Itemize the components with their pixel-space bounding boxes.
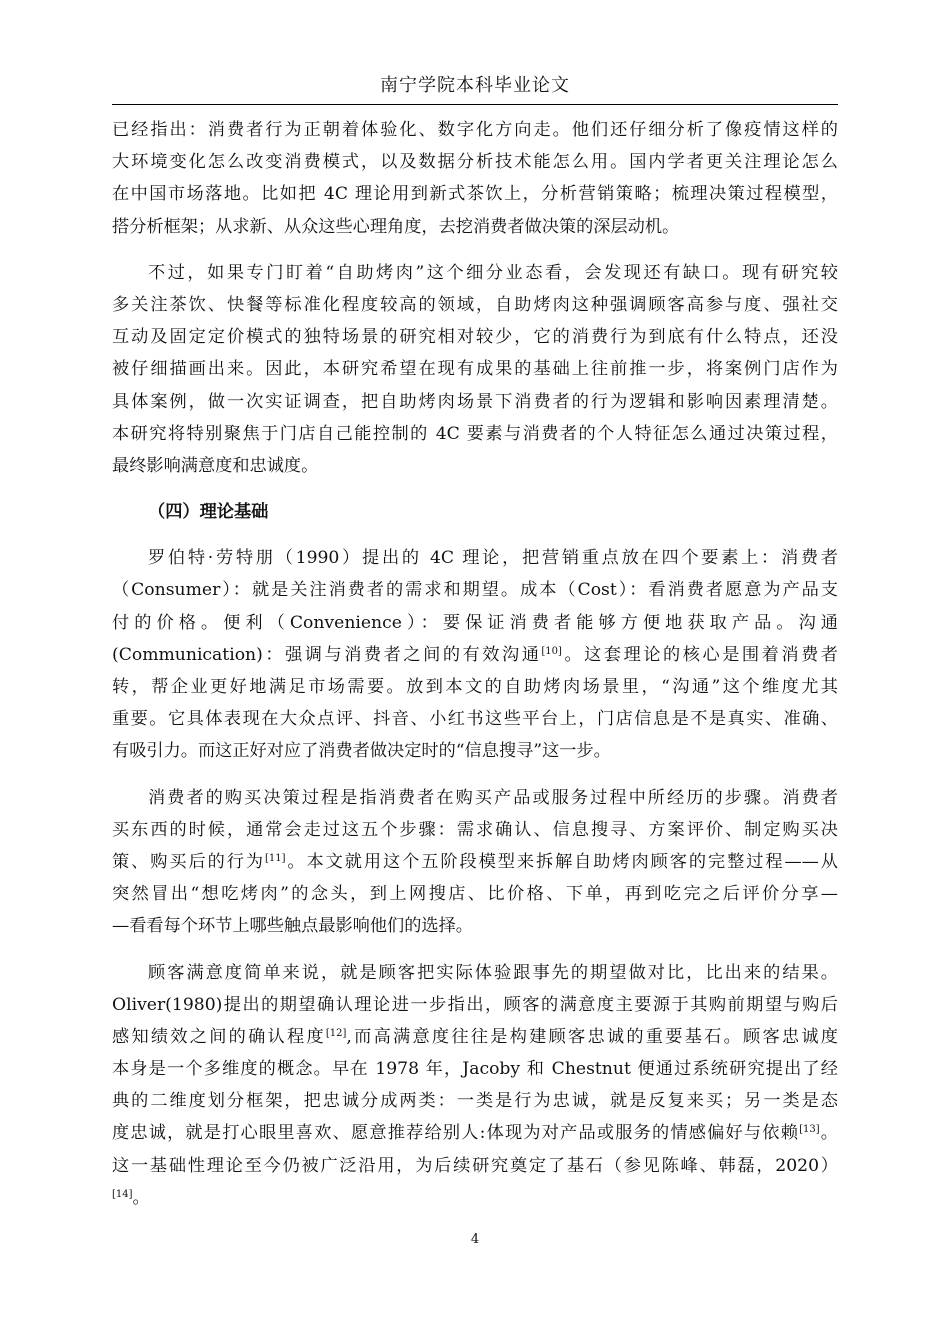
page-number: 4 [470,1232,480,1247]
text-line: 付的价格。便利（Convenience）：要保证消费者能够方便地获取产品。沟通 [112,612,838,633]
text-line: 消费者的购买决策过程是指消费者在购买产品或服务过程中所经历的步骤。消费者 [148,787,838,808]
text-line: 典的二维度划分框架，把忠诚分成两类：一类是行为忠诚，就是反复来买；另一类是态 [112,1091,838,1112]
text-line: 搭分析框架；从求新、从众这些心理角度，去挖消费者做决策的深层动机。 [112,216,680,237]
section-heading: （四）理论基础 [148,502,269,523]
citation-superscript: [11] [264,852,286,864]
text-line: [14]。 [112,1187,150,1208]
text-line: 本身是一个多维度的概念。早在 1978 年，Jacoby 和 Chestnut 便通过系统研究提出了经 [112,1059,838,1080]
text-line: 已经指出：消费者行为正朝着体验化、数字化方向走。他们还仔细分析了像疫情这样的 [112,120,838,140]
text-line: 本研究将特别聚焦于门店自己能控制的 4C 要素与消费者的个人特征怎么通过决策过程， [112,423,838,444]
text-line: 罗伯特·劳特朋（1990）提出的 4C 理论，把营销重点放在四个要素上：消费者 [148,548,838,569]
paragraph [112,542,838,767]
text-line: 在中国市场落地。比如把 4C 理论用到新式茶饮上，分析营销策略；梳理决策过程模型， [112,184,838,205]
text-line: —看看每个环节上哪些触点最影响他们的选择。 [112,916,473,937]
text-line: 多关注茶饮、快餐等标准化程度较高的领域，自助烤肉这种强调顾客高参与度、强社交 [112,294,838,315]
paragraph [112,114,838,243]
running-header: 南宁学院本科毕业论文 [380,75,570,96]
paragraph [112,782,838,943]
text-line: 顾客满意度简单来说，就是顾客把实际体验跟事先的期望做对比，比出来的结果。 [148,962,838,983]
text-line: 有吸引力。而这正好对应了消费者做决定时的“信息搜寻”这一步。 [112,741,611,762]
citation-superscript: [13] [799,1124,820,1136]
text-line: 重要。它具体表现在大众点评、抖音、小红书这些平台上，门店信息是不是真实、准确、 [112,709,838,730]
document-body [112,114,838,1214]
text-line: （Consumer）：就是关注消费者的需求和期望。成本（Cost）：看消费者愿意为产品支 [112,580,838,601]
citation-superscript: [12] [325,1027,347,1039]
text-line: 最终影响满意度和忠诚度。 [112,455,319,476]
text-line: 转，帮企业更好地满足市场需要。放到本文的自助烤肉场景里，“沟通”这个维度尤其 [112,677,838,697]
text-line: 突然冒出“想吃烤肉”的念头，到上网搜店、比价格、下单，再到吃完之后评价分享— [112,884,838,905]
citation-superscript: [10] [541,645,562,657]
text-line: 这一基础性理论至今仍被广泛沿用，为后续研究奠定了基石（参见陈峰、韩磊，2020） [112,1155,838,1176]
text-line: 被仔细描画出来。因此，本研究希望在现有成果的基础上往前推一步，将案例门店作为 [112,359,838,380]
text-line: 互动及固定定价模式的独特场景的研究相对较少，它的消费行为到底有什么特点，还没 [112,327,838,348]
text-line: Oliver(1980)提出的期望确认理论进一步指出，顾客的满意度主要源于其购前期望与购后 [112,994,838,1015]
text-line: 不过，如果专门盯着“自助烤肉”这个细分业态看，会发现还有缺口。现有研究较 [148,262,838,283]
text-line: 感知绩效之间的确认程度[12],而高满意度往往是构建顾客忠诚的重要基石。顾客忠诚度 [112,1026,838,1047]
paragraph [112,257,838,482]
text-line: 度忠诚，就是打心眼里喜欢、愿意推荐给别人:体现为对产品或服务的情感偏好与依赖[13]。 [112,1123,838,1144]
text-line: 大环境变化怎么改变消费模式，以及数据分析技术能怎么用。国内学者更关注理论怎么 [112,152,838,173]
paragraph [112,957,838,1215]
text-line: 具体案例，做一次实证调查，把自助烤肉场景下消费者的行为逻辑和影响因素理清楚。 [112,391,838,412]
text-line: 买东西的时候，通常会走过这五个步骤：需求确认、信息搜寻、方案评价、制定购买决 [112,819,838,840]
text-line: (Communication)：强调与消费者之间的有效沟通[10]。这套理论的核心是围着消费者 [112,644,838,665]
header-rule [112,104,838,105]
citation-superscript: [14] [112,1188,133,1200]
text-line: 策、购买后的行为[11]。本文就用这个五阶段模型来拆解自助烤肉顾客的完整过程——从 [112,851,838,872]
